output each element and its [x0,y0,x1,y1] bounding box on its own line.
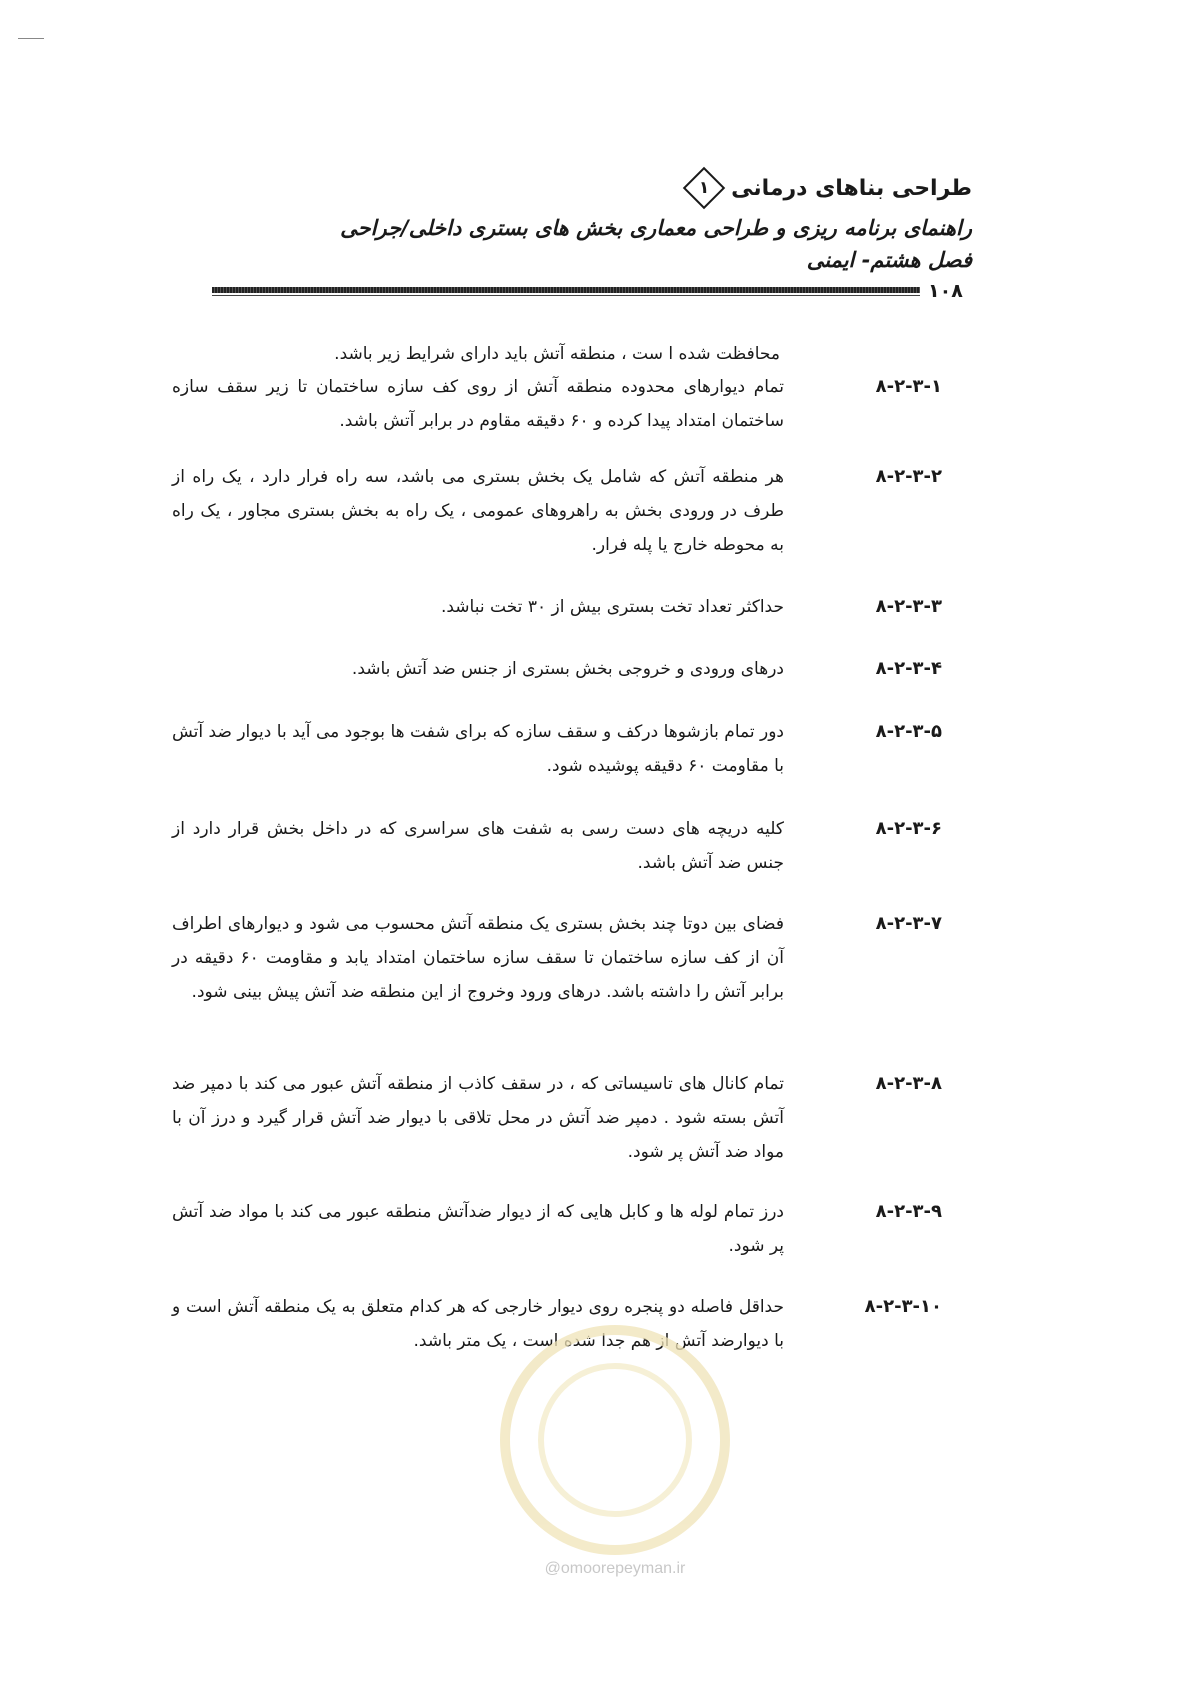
clause-7 [172,907,942,1009]
clause-number: ۸-۲-۳-۸ [875,1073,942,1094]
book-title: طراحی بناهای درمانی [731,175,972,201]
book-title-line [212,168,972,208]
volume-number: ۱ [698,178,710,198]
clause-text: تمام دیوارهای محدوده منطقه آتش از روی کف سازه ساختمان تا زیر سقف سازه ساختمان امتداد پیدا کرده و ۶۰ دقیقه مقاوم در برابر آتش باشد. [172,377,784,431]
clause-number: ۸-۲-۳-۱ [875,376,942,397]
clause-2 [172,460,942,562]
clause-text: هر منطقه آتش که شامل یک بخش بستری می باشد، سه راه فرار دارد ، یک راه از طرف در ورودی بخش به راهروهای عمومی ، یک راه به بخش بستری مجاور ، یک راه به محوطه خارج یا پله فرار. [172,467,784,555]
clause-number: ۸-۲-۳-۴ [875,658,942,679]
volume-badge-icon [687,171,721,205]
watermark-seal-icon [500,1325,730,1555]
clause-9 [172,1195,942,1263]
corner-scan-mark [18,38,44,39]
clause-5 [172,715,942,783]
clause-number: ۸-۲-۳-۵ [875,721,942,742]
clause-4 [172,652,942,686]
clause-1 [172,370,942,438]
book-subtitle: راهنمای برنامه ریزی و طراحی معماری بخش های بستری داخلی/جراحی [340,216,972,240]
clause-text: حداقل فاصله دو پنجره روی دیوار خارجی که هر کدام متعلق به یک منطقه آتش است و با دیوارضد آتش از هم جدا شده است ، یک متر باشد. [172,1297,784,1351]
page-number: ۱۰۸ [928,280,963,302]
clause-text: حداکثر تعداد تخت بستری بیش از ۳۰ تخت نباشد. [440,597,784,617]
page-header [212,168,972,272]
clause-number: ۸-۲-۳-۹ [875,1201,942,1222]
watermark-text: @omoorepeyman.ir [544,1560,686,1577]
clause-text: کلیه دریچه های دست رسی به شفت های سراسری که در داخل بخش قرار دارد از جنس ضد آتش باشد. [172,819,784,873]
clause-number: ۸-۲-۳-۲ [875,466,942,487]
clause-number: ۸-۲-۳-۷ [875,913,942,934]
clause-text: درز تمام لوله ها و کابل هایی که از دیوار ضدآتش منطقه عبور می کند با مواد ضد آتش پر شود. [172,1202,784,1256]
clause-number: ۸-۲-۳-۱۰ [864,1296,942,1317]
clause-8 [172,1067,942,1169]
clause-number: ۸-۲-۳-۶ [875,818,942,839]
clause-text: دور تمام بازشوها درکف و سقف سازه که برای شفت ها بوجود می آید با دیوار ضد آتش با مقاومت ۶۰ دقیقه پوشیده شود. [172,722,784,776]
chapter-title: فصل هشتم- ایمنی [806,248,972,272]
clause-text: تمام کانال های تاسیساتی که ، در سقف کاذب از منطقه آتش عبور می کند با دمپر ضد آتش بسته شود . دمپر ضد آتش در محل تلاقی با دیوار ضد آتش قرار گیرد و درز آن با مواد ضد آتش پر شود. [172,1074,784,1162]
clause-3 [172,590,942,624]
clause-number: ۸-۲-۳-۳ [875,596,942,617]
intro-text: محافظت شده ا ست ، منطقه آتش باید دارای شرایط زیر باشد. [334,344,780,364]
clause-text: فضای بین دوتا چند بخش بستری یک منطقه آتش محسوب می شود و دیوارهای اطراف آن از کف سازه ساختمان تا سقف سازه ساختمان امتداد یابد و مقاومت ۶۰ دقیقه در برابر آتش را داشته باشد. درهای ورود وخروج از این منطقه ضد آتش پیش بینی شود. [172,914,784,1002]
clause-text: درهای ورودی و خروجی بخش بستری از جنس ضد آتش باشد. [351,659,784,679]
header-rule [212,287,920,293]
clause-6 [172,812,942,880]
